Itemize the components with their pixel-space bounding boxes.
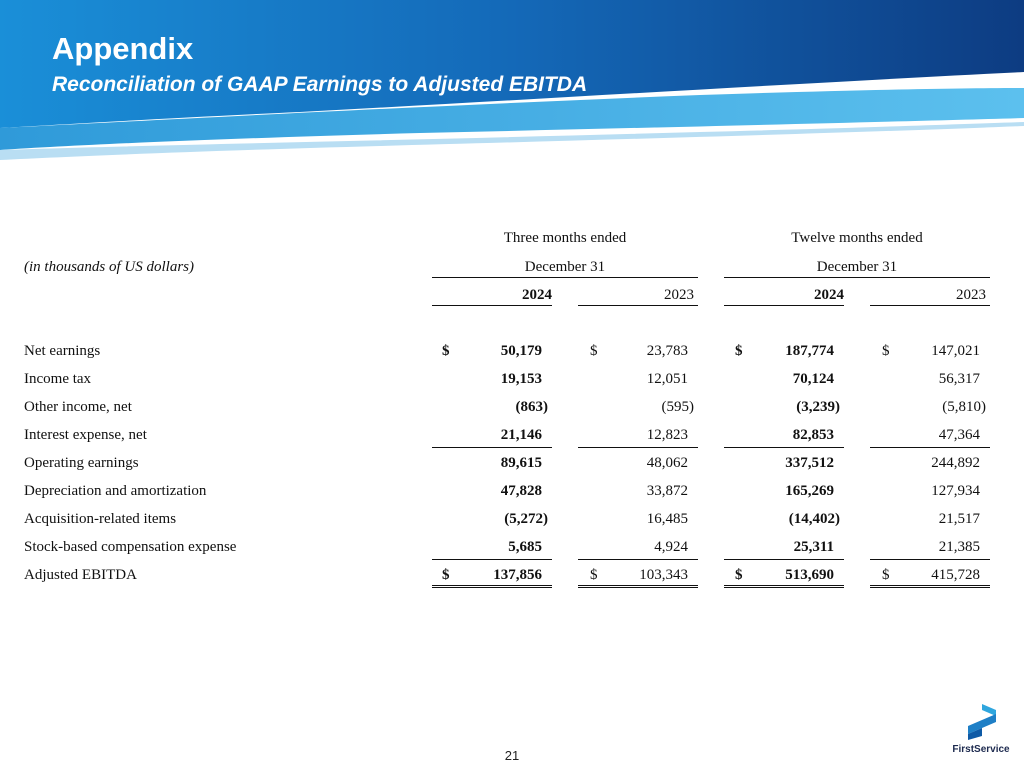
year-rule-4 <box>870 305 990 306</box>
double-rule-3 <box>724 585 844 588</box>
cell-value: 82,853 <box>792 427 834 443</box>
row-label: Income tax <box>24 371 92 387</box>
cell-value: 103,343 <box>639 567 688 583</box>
row-label: Operating earnings <box>24 455 139 471</box>
cell-value: 25,311 <box>793 539 834 555</box>
twelve-months-date: December 31 <box>816 259 898 275</box>
currency-symbol: $ <box>882 343 890 359</box>
year-col-2: 2023 <box>664 287 694 303</box>
year-col-1: 2024 <box>522 287 552 303</box>
header-rule-three <box>432 277 698 278</box>
row-label: Stock-based compensation expense <box>24 539 237 555</box>
firstservice-logo <box>946 704 1016 760</box>
year-col-4: 2023 <box>956 287 986 303</box>
subtotal-rule-1 <box>432 447 552 448</box>
currency-symbol: $ <box>735 567 743 583</box>
row-label: Net earnings <box>24 343 101 359</box>
currency-symbol: $ <box>735 343 743 359</box>
page-subtitle: Reconciliation of GAAP Earnings to Adjusted EBITDA <box>52 73 588 96</box>
cell-value: 89,615 <box>500 455 542 471</box>
cell-value: (5,272) <box>504 511 548 527</box>
cell-value: 165,269 <box>785 483 834 499</box>
cell-value: 33,872 <box>646 483 688 499</box>
row-label: Adjusted EBITDA <box>24 567 137 583</box>
currency-symbol: $ <box>442 343 450 359</box>
double-rule-1 <box>432 585 552 588</box>
cell-value: 244,892 <box>931 455 980 471</box>
total-rule-1 <box>432 559 552 560</box>
header-rule-twelve <box>724 277 990 278</box>
cell-value: 50,179 <box>500 343 542 359</box>
total-rule-4 <box>870 559 990 560</box>
row-label: Interest expense, net <box>24 427 147 443</box>
year-rule-2 <box>578 305 698 306</box>
cell-value: 23,783 <box>646 343 688 359</box>
row-label: Other income, net <box>24 399 132 415</box>
cell-value: 137,856 <box>493 567 542 583</box>
cell-value: 187,774 <box>785 343 834 359</box>
year-rule-1 <box>432 305 552 306</box>
year-col-3: 2024 <box>814 287 844 303</box>
cell-value: (5,810) <box>942 399 986 415</box>
cell-value: 147,021 <box>931 343 980 359</box>
cell-value: 5,685 <box>508 539 542 555</box>
double-rule-2 <box>578 585 698 588</box>
double-rule-4 <box>870 585 990 588</box>
total-rule-2 <box>578 559 698 560</box>
total-rule-3 <box>724 559 844 560</box>
cell-value: 70,124 <box>792 371 834 387</box>
cell-value: 47,828 <box>500 483 542 499</box>
page-title: Appendix <box>52 31 194 66</box>
subtotal-rule-4 <box>870 447 990 448</box>
cell-value: (863) <box>515 399 548 415</box>
cell-value: (595) <box>661 399 694 415</box>
currency-symbol: $ <box>590 343 598 359</box>
logo-mark-icon <box>964 704 998 740</box>
cell-value: (14,402) <box>788 511 840 527</box>
cell-value: 12,051 <box>646 371 688 387</box>
currency-symbol: $ <box>882 567 890 583</box>
units-label: (in thousands of US dollars) <box>24 259 195 275</box>
subtotal-rule-2 <box>578 447 698 448</box>
logo-text: FirstService <box>952 744 1010 755</box>
cell-value: 4,924 <box>654 539 688 555</box>
year-rule-3 <box>724 305 844 306</box>
cell-value: 48,062 <box>646 455 688 471</box>
page-number: 21 <box>504 748 520 763</box>
cell-value: 56,317 <box>938 371 980 387</box>
row-label: Acquisition-related items <box>24 511 177 527</box>
cell-value: 16,485 <box>646 511 688 527</box>
cell-value: 21,385 <box>938 539 980 555</box>
row-label: Depreciation and amortization <box>24 483 207 499</box>
cell-value: 47,364 <box>938 427 980 443</box>
currency-symbol: $ <box>442 567 450 583</box>
cell-value: 21,146 <box>500 427 542 443</box>
twelve-months-header: Twelve months ended <box>791 230 923 246</box>
cell-value: 21,517 <box>938 511 980 527</box>
three-months-date: December 31 <box>524 259 606 275</box>
cell-value: 513,690 <box>785 567 834 583</box>
subtotal-rule-3 <box>724 447 844 448</box>
cell-value: 19,153 <box>500 371 542 387</box>
cell-value: 337,512 <box>785 455 834 471</box>
cell-value: 415,728 <box>931 567 980 583</box>
currency-symbol: $ <box>590 567 598 583</box>
cell-value: 127,934 <box>931 483 980 499</box>
three-months-header: Three months ended <box>503 230 627 246</box>
cell-value: (3,239) <box>796 399 840 415</box>
cell-value: 12,823 <box>646 427 688 443</box>
